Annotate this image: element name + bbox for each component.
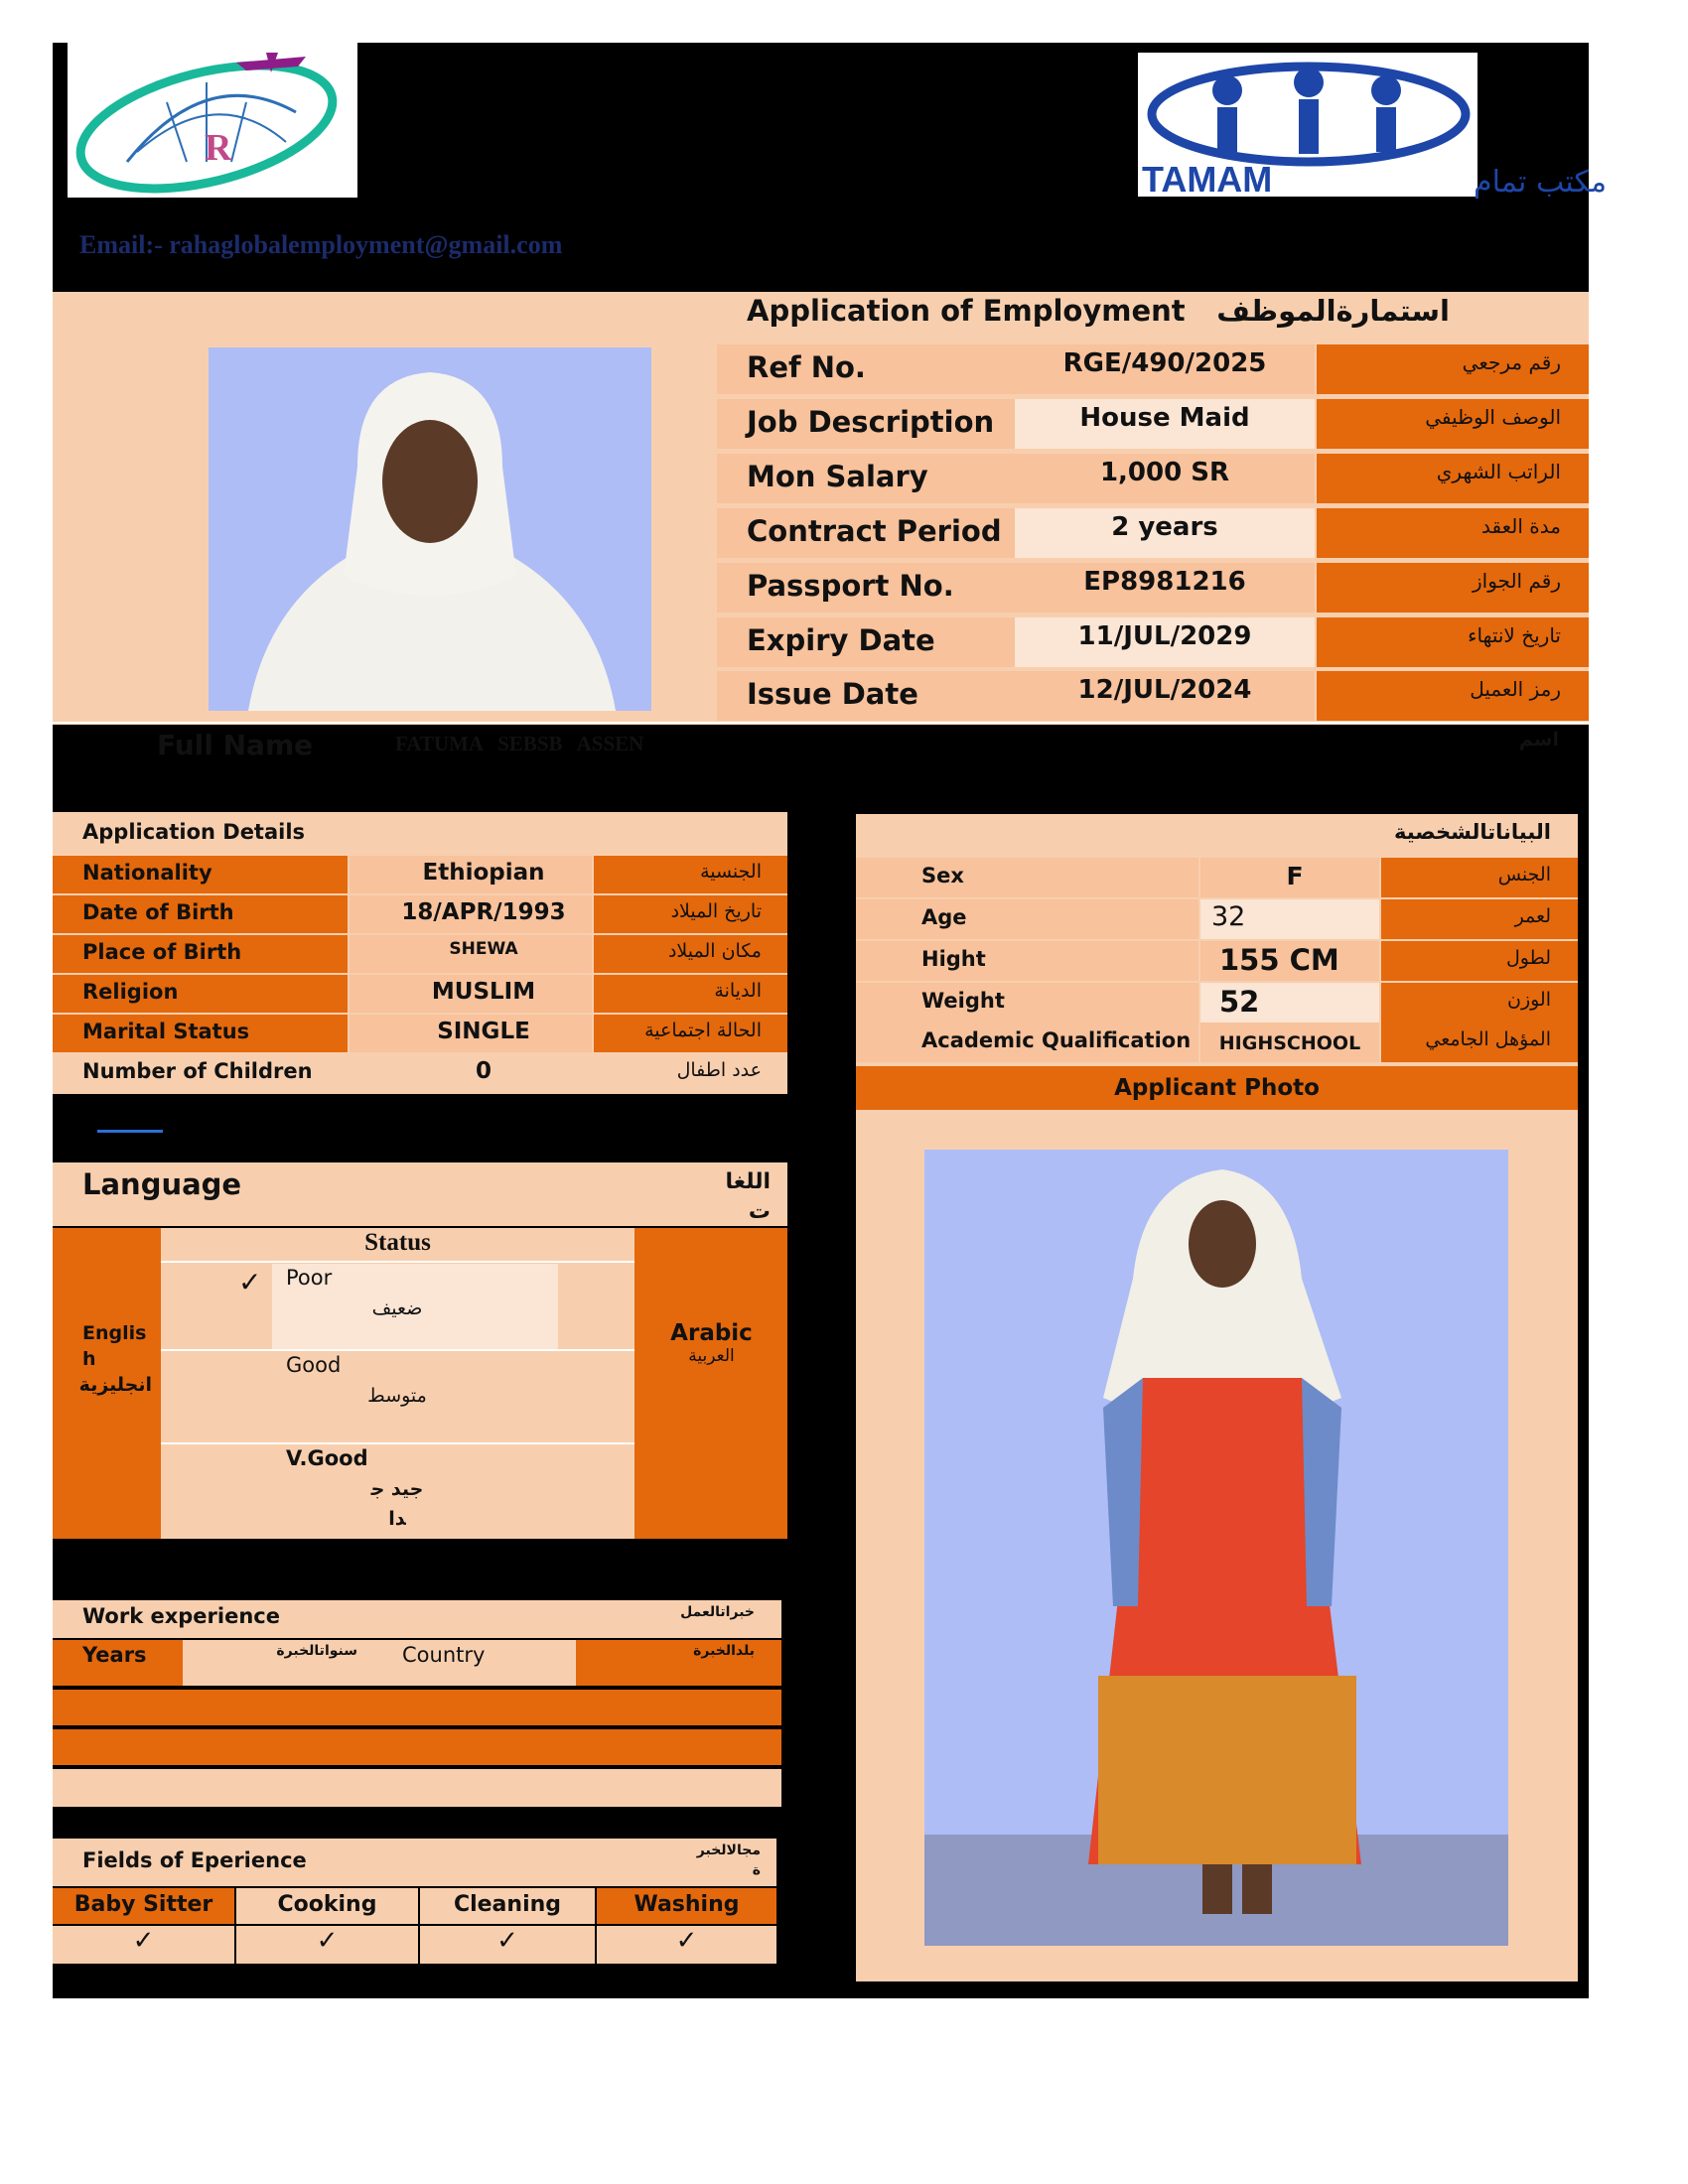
details-label-ar: الجنسية (700, 861, 762, 883)
personal-value: 32 (1211, 901, 1246, 932)
work-title-ar: خبراتالعمل (680, 1604, 755, 1620)
arabic-label-en: Arabic (670, 1320, 753, 1346)
level-label-ar: ضعيف (371, 1297, 423, 1319)
work-years-ar: سنواتالخبرة (276, 1643, 357, 1659)
raha-logo (68, 43, 357, 198)
details-label: Place of Birth (82, 940, 242, 964)
app-row-label-ar: رقم مرجعي (1462, 350, 1561, 374)
check-icon: ✓ (675, 1926, 698, 1956)
level-divider (161, 1349, 634, 1351)
full-name-value: FATUMA SEBSB ASSEN (395, 732, 644, 755)
details-value: Ethiopian (422, 860, 545, 886)
svg-text:مكتب تمام: مكتب تمام (1474, 165, 1608, 200)
app-row-label-ar: رقم الجواز (1473, 569, 1561, 593)
full-name-divider (53, 722, 1589, 724)
field-label: Baby Sitter (73, 1892, 213, 1917)
check-icon: ✓ (496, 1926, 518, 1956)
app-row-label: Expiry Date (747, 623, 935, 657)
language-title-ar: اللغات (725, 1169, 771, 1224)
personal-label-ar: الجنس (1497, 864, 1551, 886)
details-label-ar: الحالة اجتماعية (644, 1020, 762, 1041)
level-divider (161, 1442, 634, 1444)
app-row-label-ar: رمز العميل (1470, 677, 1561, 701)
details-label: Marital Status (82, 1020, 250, 1043)
personal-label-ar: الوزن (1506, 989, 1551, 1011)
full-name-label-ar: اسم (1518, 729, 1559, 751)
work-country-label: Country (402, 1643, 486, 1667)
personal-value: F (1286, 862, 1304, 890)
portrait-photo (209, 347, 651, 711)
details-label: Number of Children (82, 1059, 313, 1083)
details-label-ar: مكان الميلاد (667, 940, 762, 962)
application-title-ar: استمارةالموظف (1216, 294, 1450, 328)
svg-text:R: R (205, 127, 232, 169)
english-label-en: English (82, 1322, 147, 1370)
app-row-value: 11/JUL/2029 (1077, 621, 1252, 651)
details-label-ar: عدد اطفال (676, 1059, 762, 1081)
email-text: Email:- rahaglobalemployment@gmail.com (79, 230, 563, 259)
app-row-label-ar: تاريخ لانتهاء (1468, 623, 1561, 647)
personal-label: Hight (921, 947, 986, 971)
level-label: Good (286, 1353, 342, 1377)
applicant-full-photo (924, 1150, 1508, 1946)
details-label-ar: الديانة (714, 980, 762, 1002)
work-row-3 (53, 1769, 781, 1807)
details-label: Nationality (82, 861, 212, 885)
app-row-label: Ref No. (747, 350, 866, 384)
level-label-ar: متوسط (367, 1385, 427, 1407)
app-row-label-ar: الوصف الوظيفي (1425, 405, 1561, 429)
application-title: Application of Employment (747, 294, 1186, 328)
blue-dash (97, 1130, 163, 1133)
svg-text:TAMAM: TAMAM (1142, 159, 1273, 200)
details-value: SHEWA (449, 939, 518, 959)
personal-label-cell (856, 941, 1198, 981)
fields-title-ar: مجالالخبرة (696, 1843, 761, 1878)
app-row-value: House Maid (1079, 403, 1250, 433)
language-title: Language (82, 1167, 242, 1201)
app-row-label: Contract Period (747, 514, 1002, 548)
personal-value: 52 (1219, 985, 1260, 1019)
personal-label-ar: لطول (1506, 947, 1551, 969)
status-header: Status (364, 1229, 431, 1256)
full-name-label: Full Name (157, 729, 314, 761)
work-title: Work experience (82, 1604, 280, 1628)
app-row-value: 2 years (1111, 512, 1218, 542)
details-value: 18/APR/1993 (401, 899, 566, 925)
personal-label-ar: لعمر (1514, 905, 1551, 927)
details-label: Religion (82, 980, 179, 1004)
personal-title-ar: البياناتالشخصية (1393, 820, 1551, 844)
field-label: Washing (633, 1892, 740, 1917)
details-label: Date of Birth (82, 900, 234, 924)
work-header-middle (183, 1640, 576, 1686)
app-row-value: 12/JUL/2024 (1077, 675, 1252, 705)
personal-label: Weight (921, 989, 1005, 1013)
app-row-label-ar: الراتب الشهري (1436, 460, 1561, 483)
work-years-label: Years (82, 1643, 147, 1667)
applicant-photo-label: Applicant Photo (856, 1066, 1578, 1110)
personal-label: Age (921, 905, 967, 929)
level-label: Poor (286, 1266, 333, 1290)
personal-value: 155 CM (1219, 943, 1339, 977)
fields-title: Fields of Eperience (82, 1848, 307, 1872)
personal-label-cell (856, 858, 1198, 897)
app-row-label: Passport No. (747, 569, 954, 603)
english-label-ar: انجليزية (78, 1374, 152, 1396)
personal-label-cell (856, 899, 1198, 939)
app-row-label: Issue Date (747, 677, 918, 711)
field-label: Cleaning (453, 1892, 562, 1917)
app-row-label: Mon Salary (747, 460, 928, 493)
personal-label-ar: المؤهل الجامعي (1425, 1028, 1551, 1050)
tamam-logo (1138, 53, 1608, 200)
details-value: 0 (475, 1058, 492, 1084)
personal-label: Academic Qualification (921, 1028, 1192, 1052)
app-row-value: RGE/490/2025 (1062, 348, 1267, 378)
work-row-1 (53, 1690, 781, 1725)
personal-label: Sex (921, 864, 964, 887)
level-check-icon: ✓ (238, 1266, 262, 1298)
work-row-2 (53, 1729, 781, 1765)
personal-value: HIGHSCHOOL (1218, 1032, 1361, 1054)
app-row-value: EP8981216 (1083, 567, 1246, 597)
arabic-label (635, 1320, 787, 1366)
field-label: Cooking (277, 1892, 377, 1917)
level-label: V.Good (286, 1446, 368, 1470)
app-row-label-ar: مدة العقد (1481, 514, 1561, 538)
check-icon: ✓ (132, 1926, 155, 1956)
details-value: MUSLIM (431, 979, 536, 1005)
english-label (78, 1320, 152, 1398)
details-title: Application Details (82, 820, 306, 844)
work-country-ar: بلدالخبرة (693, 1643, 755, 1659)
status-header-divider (161, 1261, 634, 1263)
details-value: SINGLE (437, 1019, 530, 1044)
app-row-label: Job Description (747, 405, 995, 439)
details-label-ar: تاريخ الميلاد (670, 900, 762, 922)
level-label-ar: جيد جدا (370, 1478, 424, 1530)
check-icon: ✓ (316, 1926, 339, 1956)
arabic-label-ar: العربية (688, 1346, 735, 1366)
app-row-value: 1,000 SR (1099, 458, 1230, 487)
personal-label-cell (856, 983, 1198, 1023)
